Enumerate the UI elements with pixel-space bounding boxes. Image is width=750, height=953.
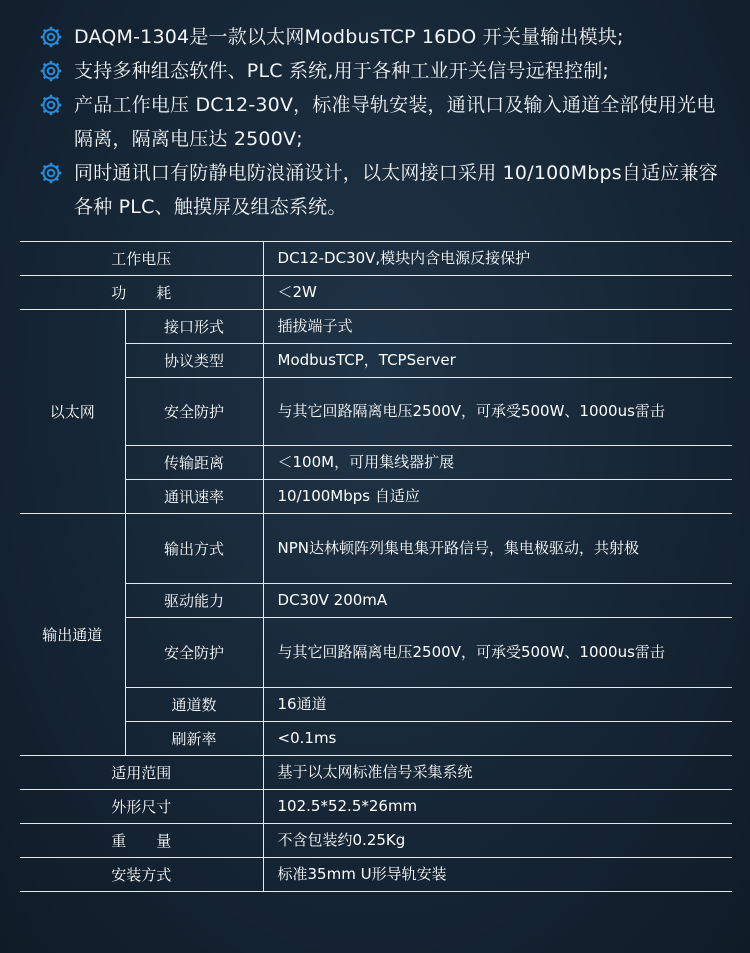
spec-row-ethernet — [20, 446, 732, 480]
group-label-ethernet: 以太网 — [20, 310, 125, 514]
spec-value: 16通道 — [263, 688, 732, 722]
feature-item — [40, 88, 730, 156]
gear-icon — [40, 26, 62, 48]
spec-label: 适用范围 — [20, 756, 263, 790]
spec-row-working-voltage — [20, 242, 732, 276]
spec-label: 协议类型 — [125, 344, 263, 378]
spec-row-output — [20, 688, 732, 722]
spec-row-mounting — [20, 858, 732, 892]
spec-row-ethernet — [20, 378, 732, 446]
spec-label: 重 量 — [20, 824, 263, 858]
spec-row-application — [20, 756, 732, 790]
spec-value: <0.1ms — [263, 722, 732, 756]
spec-row-power — [20, 276, 732, 310]
spec-label: 接口形式 — [125, 310, 263, 344]
spec-value: 标准35mm U形导轨安装 — [263, 858, 732, 892]
gear-icon — [40, 94, 62, 116]
feature-text: DAQM-1304是一款以太网ModbusTCP 16DO 开关量输出模块; — [74, 26, 624, 48]
spec-row-output — [20, 514, 732, 584]
spec-row-ethernet — [20, 344, 732, 378]
spec-row-ethernet — [20, 480, 732, 514]
spec-row-ethernet — [20, 310, 732, 344]
spec-value: ＜2W — [263, 276, 732, 310]
spec-label: 安装方式 — [20, 858, 263, 892]
spec-label: 安全防护 — [125, 378, 263, 446]
spec-label: 通讯速率 — [125, 480, 263, 514]
feature-text: 产品工作电压 DC12-30V，标准导轨安装，通讯口及输入通道全部使用光电隔离，隔离电压达 2500V; — [74, 94, 716, 150]
spec-label: 外形尺寸 — [20, 790, 263, 824]
spec-row-weight — [20, 824, 732, 858]
spec-value: 102.5*52.5*26mm — [263, 790, 732, 824]
spec-value: 与其它回路隔离电压2500V，可承受500W、1000us雷击 — [263, 618, 732, 688]
spec-table — [20, 241, 732, 892]
spec-value: 插拔端子式 — [263, 310, 732, 344]
spec-label: 工作电压 — [20, 242, 263, 276]
spec-value: ModbusTCP，TCPServer — [263, 344, 732, 378]
feature-item — [40, 54, 730, 88]
spec-value: 与其它回路隔离电压2500V，可承受500W、1000us雷击 — [263, 378, 732, 446]
spec-value: 基于以太网标准信号采集系统 — [263, 756, 732, 790]
spec-row-output — [20, 618, 732, 688]
spec-label: 通道数 — [125, 688, 263, 722]
feature-text: 同时通讯口有防静电防浪涌设计，以太网接口采用 10/100Mbps自适应兼容各种 PLC、触摸屏及组态系统。 — [74, 162, 718, 218]
spec-row-dimensions — [20, 790, 732, 824]
feature-item — [40, 20, 730, 54]
spec-label: 刷新率 — [125, 722, 263, 756]
spec-row-output — [20, 722, 732, 756]
spec-value: NPN达林顿阵列集电集开路信号，集电极驱动，共射极 — [263, 514, 732, 584]
gear-icon — [40, 60, 62, 82]
group-label-output: 输出通道 — [20, 514, 125, 756]
spec-row-output — [20, 584, 732, 618]
spec-value: 10/100Mbps 自适应 — [263, 480, 732, 514]
feature-list — [40, 20, 730, 224]
spec-value: 不含包装约0.25Kg — [263, 824, 732, 858]
feature-text: 支持多种组态软件、PLC 系统,用于各种工业开关信号远程控制; — [74, 60, 609, 82]
spec-label: 驱动能力 — [125, 584, 263, 618]
spec-value: ＜100M，可用集线器扩展 — [263, 446, 732, 480]
spec-label: 功 耗 — [20, 276, 263, 310]
gear-icon — [40, 162, 62, 184]
spec-label: 输出方式 — [125, 514, 263, 584]
spec-value: DC30V 200mA — [263, 584, 732, 618]
spec-label: 传输距离 — [125, 446, 263, 480]
spec-label: 安全防护 — [125, 618, 263, 688]
feature-item — [40, 156, 730, 224]
spec-value: DC12-DC30V,模块内含电源反接保护 — [263, 242, 732, 276]
